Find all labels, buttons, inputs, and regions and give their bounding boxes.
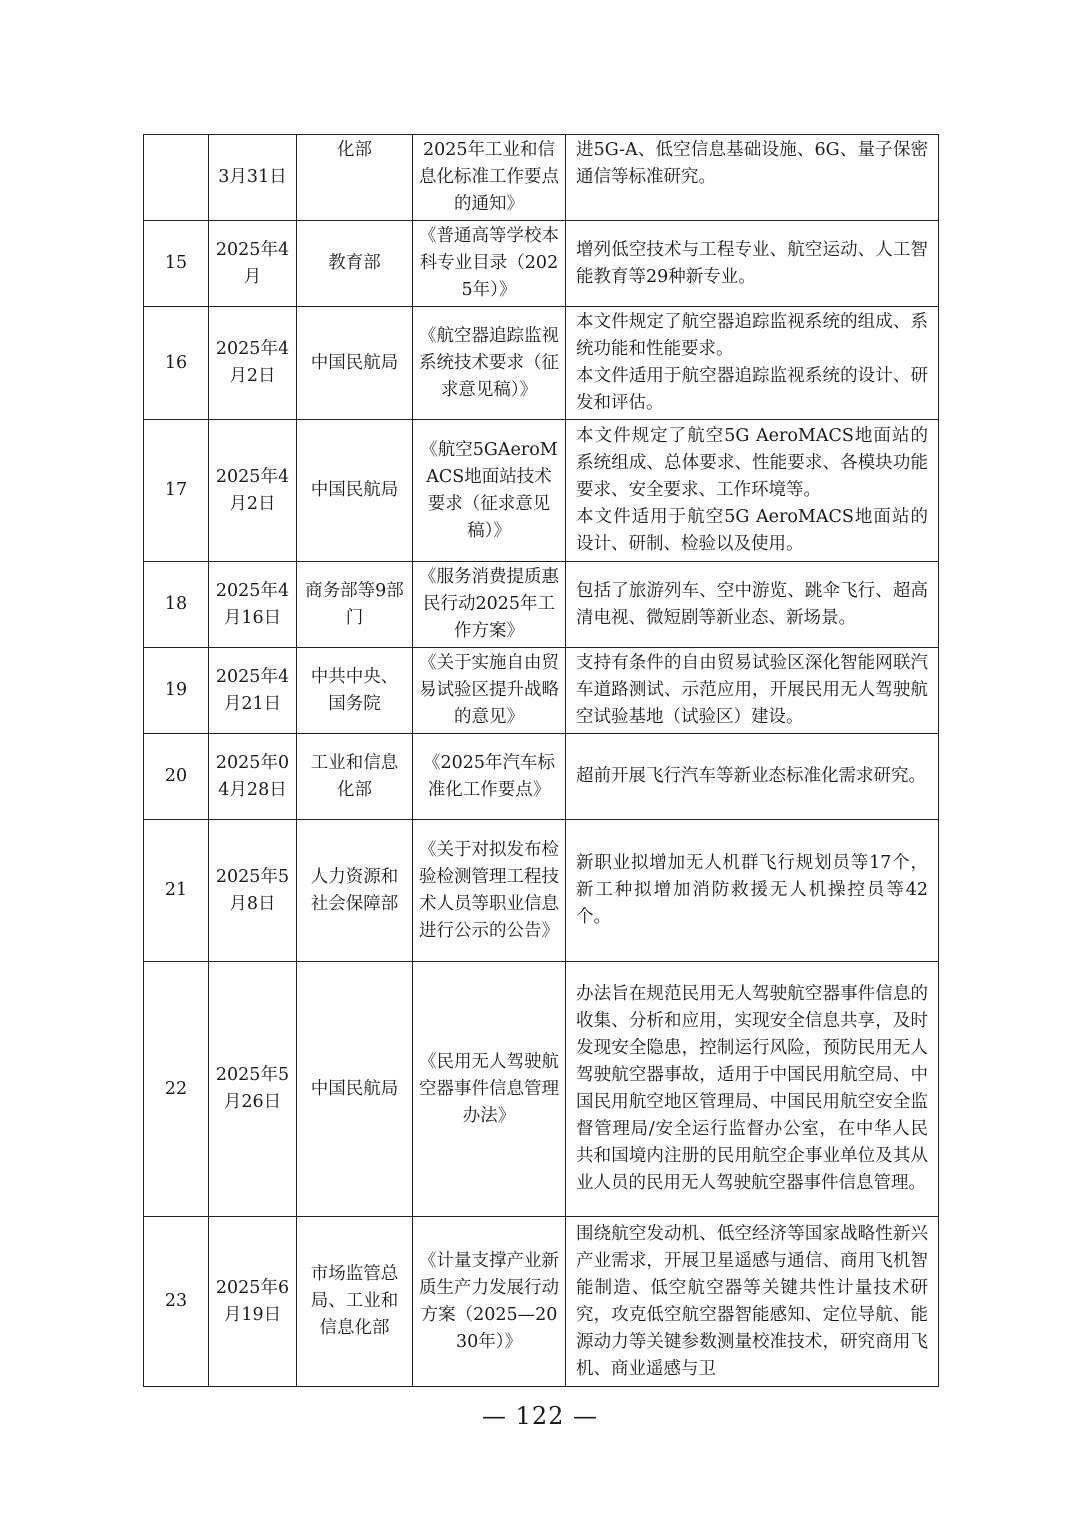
row-document: 《民用无人驾驶航空器事件信息管理办法》 (413, 962, 566, 1217)
row-date: 2025年4月21日 (209, 648, 297, 734)
row-department: 中国民航局 (297, 962, 413, 1217)
description-paragraph: 超前开展飞行汽车等新业态标准化需求研究。 (576, 766, 926, 786)
row-description (566, 1217, 939, 1387)
table-row (144, 820, 939, 962)
table-row (144, 420, 939, 562)
row-date: 3月31日 (209, 135, 297, 221)
row-document: 《服务消费提质惠民行动2025年工作方案》 (413, 562, 566, 648)
row-description (566, 307, 939, 420)
row-number: 15 (144, 221, 209, 307)
page-number: — 122 — (481, 1402, 599, 1430)
row-number: 17 (144, 420, 209, 562)
description-paragraph: 围绕航空发动机、低空经济等国家战略性新兴产业需求，开展卫星遥感与通信、商用飞机智能制造、低空航空器等关键共性计量技术研究，攻克低空航空器智能感知、定位导航、能源动力等关键参数测量校准技术，研究商用飞机、商业遥感与卫 (576, 1223, 928, 1379)
table-row (144, 734, 939, 820)
row-number: 23 (144, 1217, 209, 1387)
row-description (566, 135, 939, 221)
table-row (144, 1217, 939, 1387)
row-description (566, 562, 939, 648)
row-date: 2025年5月26日 (209, 962, 297, 1217)
row-date: 2025年4月16日 (209, 562, 297, 648)
row-description (566, 734, 939, 820)
row-department: 人力资源和社会保障部 (297, 820, 413, 962)
row-document: 《关于实施自由贸易试验区提升战略的意见》 (413, 648, 566, 734)
row-date: 2025年6月19日 (209, 1217, 297, 1387)
description-paragraph: 增列低空技术与工程专业、航空运动、人工智能教育等29种新专业。 (576, 239, 928, 287)
row-number: 20 (144, 734, 209, 820)
row-department: 市场监管总局、工业和信息化部 (297, 1217, 413, 1387)
description-paragraph: 进5G-A、低空信息基础设施、6G、量子保密通信等标准研究。 (576, 140, 928, 187)
table-row (144, 962, 939, 1217)
row-date: 2025年4月 (209, 221, 297, 307)
policy-table (143, 134, 939, 1387)
row-number: 19 (144, 648, 209, 734)
row-date: 2025年04月28日 (209, 734, 297, 820)
row-department: 商务部等9部门 (297, 562, 413, 648)
row-document: 《普通高等学校本科专业目录（2025年）》 (413, 221, 566, 307)
row-description (566, 420, 939, 562)
description-paragraph: 本文件适用于航空5G AeroMACS地面站的设计、研制、检验以及使用。 (576, 507, 928, 554)
row-department: 化部 (297, 135, 413, 221)
table-row (144, 562, 939, 648)
description-paragraph: 本文件规定了航空器追踪监视系统的组成、系统功能和性能要求。 (576, 312, 928, 359)
row-number: 22 (144, 962, 209, 1217)
description-paragraph: 新职业拟增加无人机群飞行规划员等17个，新工种拟增加消防救援无人机操控员等42个。 (576, 853, 928, 927)
description-paragraph: 本文件规定了航空5G AeroMACS地面站的系统组成、总体要求、性能要求、各模块功能要求、安全要求、工作环境等。 (576, 426, 928, 500)
description-paragraph: 支持有条件的自由贸易试验区深化智能网联汽车道路测试、示范应用，开展民用无人驾驶航空试验基地（试验区）建设。 (576, 653, 928, 727)
row-department: 工业和信息化部 (297, 734, 413, 820)
row-department: 中国民航局 (297, 420, 413, 562)
row-document: 2025年工业和信息化标准工作要点的通知》 (413, 135, 566, 221)
table-body (144, 135, 939, 1387)
row-department: 教育部 (297, 221, 413, 307)
row-department: 中国民航局 (297, 307, 413, 420)
row-date: 2025年5月8日 (209, 820, 297, 962)
row-document: 《2025年汽车标准化工作要点》 (413, 734, 566, 820)
table-row (144, 307, 939, 420)
table-row (144, 648, 939, 734)
description-paragraph: 包括了旅游列车、空中游览、跳伞飞行、超高清电视、微短剧等新业态、新场景。 (576, 580, 928, 628)
row-document: 《航空器追踪监视系统技术要求（征求意见稿）》 (413, 307, 566, 420)
row-document: 《关于对拟发布检验检测管理工程技术人员等职业信息进行公示的公告》 (413, 820, 566, 962)
row-number: 21 (144, 820, 209, 962)
row-description (566, 962, 939, 1217)
row-date: 2025年4月2日 (209, 307, 297, 420)
row-description (566, 648, 939, 734)
description-paragraph: 办法旨在规范民用无人驾驶航空器事件信息的收集、分析和应用，实现安全信息共享，及时发现安全隐患，控制运行风险，预防民用无人驾驶航空器事故，适用于中国民用航空局、中国民用航空地区管理局、中国民用航空安全监督管理局/安全运行监督办公室，在中华人民共和国境内注册的民用航空企事业单位及其从业人员的民用无人驾驶航空器事件信息管理。 (576, 984, 928, 1193)
row-document: 《计量支撑产业新质生产力发展行动方案（2025—2030年）》 (413, 1217, 566, 1387)
row-document: 《航空5GAeroMACS地面站技术要求（征求意见稿）》 (413, 420, 566, 562)
row-description (566, 820, 939, 962)
description-paragraph: 本文件适用于航空器追踪监视系统的设计、研发和评估。 (576, 366, 928, 413)
table-row (144, 221, 939, 307)
table-row (144, 135, 939, 221)
row-department: 中共中央、国务院 (297, 648, 413, 734)
row-number: 18 (144, 562, 209, 648)
row-number: 16 (144, 307, 209, 420)
row-date: 2025年4月2日 (209, 420, 297, 562)
row-description (566, 221, 939, 307)
row-number (144, 135, 209, 221)
